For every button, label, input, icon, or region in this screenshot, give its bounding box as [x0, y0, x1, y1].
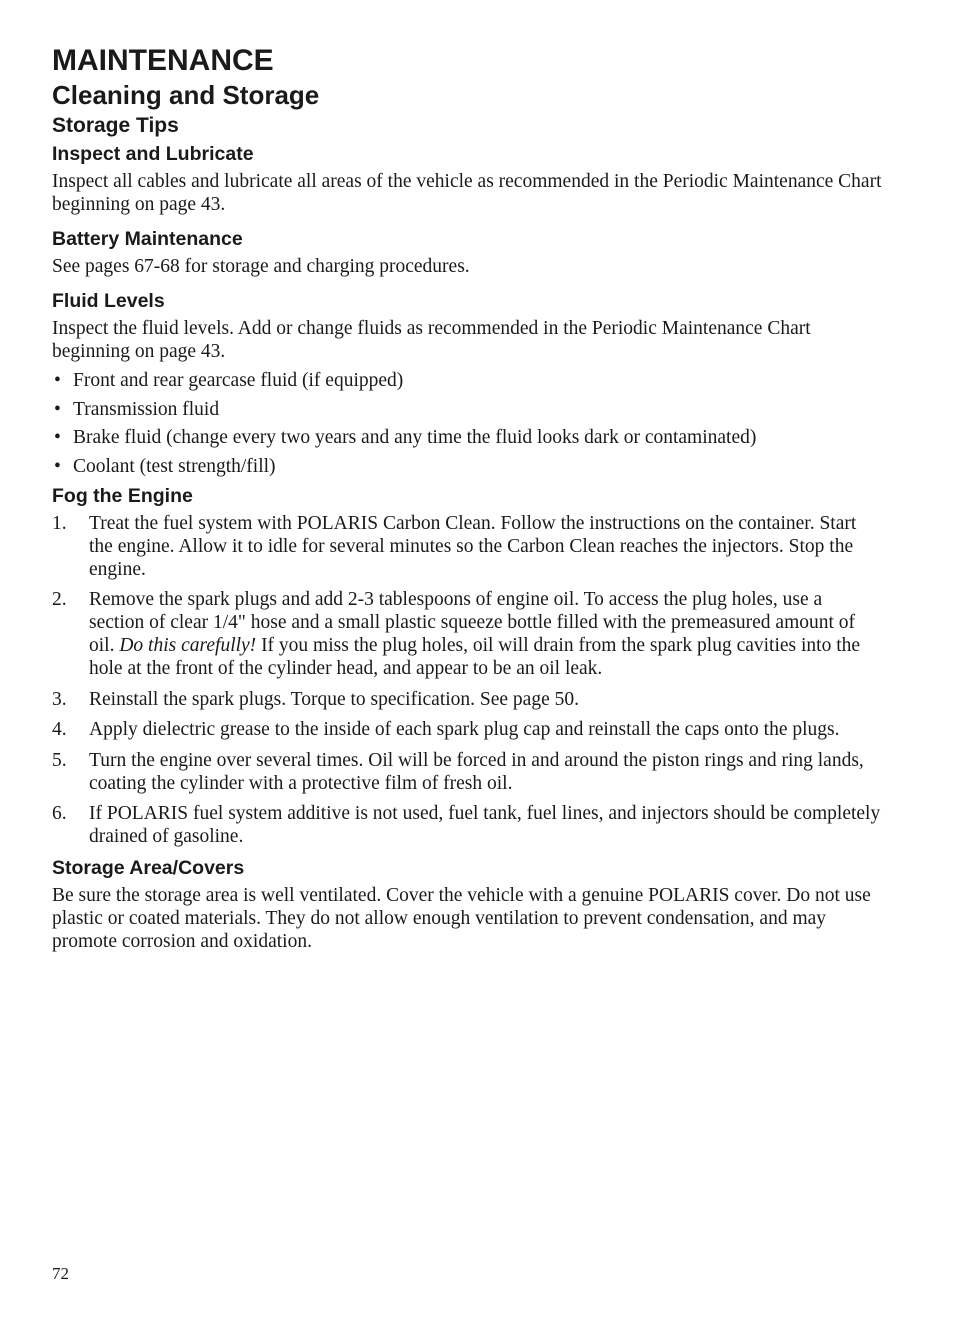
bullet: •	[54, 398, 61, 420]
step-text: Turn the engine over several times. Oil will be forced in and around the piston rings and ring lands, coating the cylinder with a protective film of fresh oil.	[89, 749, 864, 794]
step-text: If POLARIS fuel system additive is not used, fuel tank, fuel lines, and injectors should be completely drained of gasoline.	[89, 803, 881, 847]
section-title: MAINTENANCE	[52, 44, 274, 77]
step-number: 1.	[52, 512, 67, 534]
bullet: •	[54, 427, 61, 448]
subsection-title: Cleaning and Storage	[52, 80, 320, 110]
step-number: 6.	[52, 803, 67, 824]
list-item	[52, 398, 882, 421]
step-number: 5.	[52, 749, 67, 771]
step-item	[52, 802, 882, 848]
page-number: 72	[52, 1264, 69, 1283]
fluid-list	[52, 369, 882, 478]
step-item	[52, 512, 882, 581]
step-item	[52, 749, 882, 795]
step-item	[52, 688, 882, 711]
fog-heading: Fog the Engine	[52, 484, 193, 507]
bullet: •	[54, 370, 61, 391]
subsubsection-title: Storage Tips	[52, 114, 179, 137]
list-item-text: Transmission fluid	[73, 398, 220, 420]
list-item-text: Front and rear gearcase fluid (if equipped)	[73, 370, 404, 391]
bullet: •	[54, 455, 61, 477]
storage-area-heading: Storage Area/Covers	[52, 856, 245, 879]
list-item	[52, 426, 882, 449]
page-content	[52, 44, 882, 953]
fluid-heading: Fluid Levels	[52, 290, 165, 312]
step-text: If you miss the plug holes, oil will drain from the spark plug cavities into the hole at the front of the cylinder head, and appear to be an oil leak.	[89, 635, 861, 679]
step-text: Remove the spark plugs and add 2-3 tablespoons of engine oil. To access the plug holes, use a section of clear 1/4" hose and a small plastic squeeze bottle filled with the premeasured amount of oil.	[89, 589, 856, 656]
step-text: Treat the fuel system with POLARIS Carbon Clean. Follow the instructions on the container. Start the engine. Allow it to idle for several minutes so the Carbon Clean reaches the injectors. Stop the engine.	[89, 512, 857, 580]
inspect-heading: Inspect and Lubricate	[52, 143, 254, 165]
step-emphasis: Do this carefully!	[119, 635, 257, 656]
fog-steps	[52, 512, 882, 849]
list-item	[52, 369, 882, 392]
step-number: 3.	[52, 688, 67, 710]
step-number: 2.	[52, 589, 67, 610]
step-text: Apply dielectric grease to the inside of each spark plug cap and reinstall the caps onto the plugs.	[89, 719, 840, 740]
battery-heading: Battery Maintenance	[52, 228, 243, 250]
inspect-text: Inspect all cables and lubricate all areas of the vehicle as recommended in the Periodic Maintenance Chart beginning on page 43.	[52, 171, 882, 215]
battery-text: See pages 67-68 for storage and charging procedures.	[52, 256, 470, 277]
list-item-text: Coolant (test strength/fill)	[73, 455, 276, 477]
storage-area-text: Be sure the storage area is well ventilated. Cover the vehicle with a genuine POLARIS cover. Do not use plastic or coated materials. They do not allow enough ventilation to prevent condensation, and may promote corrosion and oxidation.	[52, 884, 871, 952]
list-item	[52, 455, 882, 478]
step-number: 4.	[52, 719, 67, 740]
step-item	[52, 718, 882, 741]
fluid-text: Inspect the fluid levels. Add or change fluids as recommended in the Periodic Maintenance Chart beginning on page 43.	[52, 318, 811, 362]
step-text: Reinstall the spark plugs. Torque to specification. See page 50.	[89, 688, 579, 710]
step-item	[52, 588, 882, 680]
list-item-text: Brake fluid (change every two years and any time the fluid looks dark or contaminated)	[73, 427, 757, 448]
